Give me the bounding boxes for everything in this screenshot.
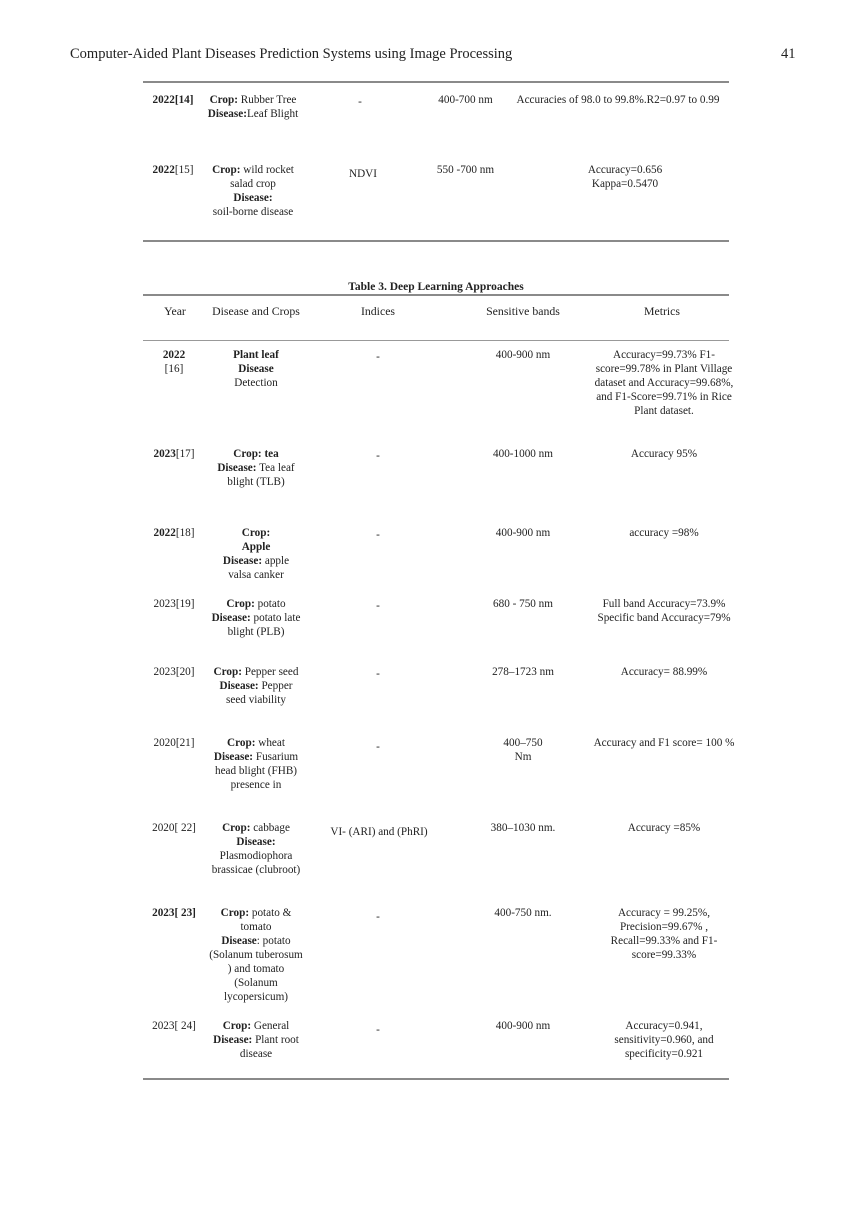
year-cell: 2023[19] — [153, 598, 195, 610]
bands-cell: 400-900 nm — [495, 1020, 551, 1032]
year-cell: 2023[ 24] — [152, 1020, 196, 1032]
running-title: Computer-Aided Plant Diseases Prediction Systems using Image Processing — [70, 46, 513, 62]
metrics-cell: accuracy =98% — [629, 527, 699, 539]
crop-disease-cell: Plant leaf Disease Detection — [233, 349, 279, 389]
bands-cell: 400-700 nm — [438, 94, 493, 106]
bands-cell: 400-900 nm — [495, 527, 551, 539]
metrics-cell: Accuracy=0.656 Kappa=0.5470 — [587, 164, 663, 190]
table-top-rule — [143, 81, 729, 83]
header-rule — [143, 340, 729, 341]
crop-disease-cell: Crop: Pepper seed Disease: Pepper seed viability — [213, 666, 299, 706]
page-number: 41 — [781, 46, 796, 62]
year-cell: 2023[20] — [153, 666, 195, 678]
indices-cell: - — [376, 668, 380, 680]
metrics-cell: Accuracy =85% — [627, 822, 701, 834]
crop-disease-cell: Crop: Rubber Tree Disease:Leaf Blight — [207, 94, 299, 120]
indices-cell: NDVI — [349, 168, 377, 180]
crop-disease-cell: Crop: cabbage Disease: Plasmodiophora brassicae (clubroot) — [211, 822, 301, 876]
year-cell: 2020[ 22] — [152, 822, 196, 834]
metrics-cell: Accuracy=0.941, sensitivity=0.960, and specificity=0.921 — [614, 1020, 714, 1060]
metrics-cell: Accuracy 95% — [630, 448, 698, 460]
crop-disease-cell: Crop: Apple Disease: apple valsa canker — [222, 527, 290, 581]
column-header-bands: Sensitive bands — [486, 304, 560, 318]
crop-disease-cell: Crop: potato Disease: potato late blight (PLB) — [211, 598, 301, 638]
year-cell: 2020[21] — [153, 737, 195, 749]
table-top-rule — [143, 294, 729, 296]
table-bottom-rule — [143, 1078, 729, 1080]
column-header-metrics: Metrics — [643, 304, 681, 318]
year-cell: 2023[17] — [153, 448, 195, 460]
bands-cell: 400–750 Nm — [503, 737, 543, 763]
metrics-cell: Accuracies of 98.0 to 99.8%.R2=0.97 to 0.99 — [516, 94, 720, 106]
indices-cell: - — [358, 96, 362, 108]
year-cell: 2022[14] — [152, 94, 194, 106]
metrics-cell: Accuracy= 88.99% — [620, 666, 708, 678]
indices-cell: - — [376, 741, 380, 753]
year-cell: 2022[18] — [153, 527, 195, 539]
crop-disease-cell: Crop: wild rocket salad crop Disease: soil-borne disease — [212, 164, 294, 218]
column-header-disease: Disease and Crops — [212, 304, 300, 318]
crop-disease-cell: Crop: General Disease: Plant root disease — [213, 1020, 299, 1060]
indices-cell: VI- (ARI) and (PhRI) — [330, 826, 428, 838]
table-bottom-rule — [143, 240, 729, 242]
indices-cell: - — [376, 351, 380, 363]
year-cell: 2022 [16] — [162, 349, 186, 375]
indices-cell: - — [376, 529, 380, 541]
indices-cell: - — [376, 1024, 380, 1036]
bands-cell: 380–1030 nm. — [490, 822, 556, 834]
bands-cell: 550 -700 nm — [436, 164, 495, 176]
crop-disease-cell: Crop: tea Disease: Tea leaf blight (TLB) — [217, 448, 295, 488]
column-header-year: Year — [164, 304, 186, 318]
column-header-indices: Indices — [360, 304, 396, 318]
bands-cell: 680 - 750 nm — [493, 598, 553, 610]
indices-cell: - — [376, 600, 380, 612]
table-caption: Table 3. Deep Learning Approaches — [348, 281, 524, 293]
indices-cell: - — [376, 450, 380, 462]
crop-disease-cell: Crop: wheat Disease: Fusarium head blight (FHB) presence in — [213, 737, 299, 791]
metrics-cell: Full band Accuracy=73.9% Specific band Accuracy=79% — [597, 598, 731, 624]
bands-cell: 278–1723 nm — [492, 666, 554, 678]
metrics-cell: Accuracy=99.73% F1-score=99.78% in Plant Village dataset and Accuracy=99.68%, and F1-Score=99.71% in Rice Plant dataset. — [594, 349, 734, 417]
bands-cell: 400-1000 nm — [493, 448, 553, 460]
metrics-cell: Accuracy = 99.25%, Precision=99.67% , Recall=99.33% and F1-score=99.33% — [610, 907, 718, 961]
year-cell: 2023[ 23] — [152, 907, 196, 919]
year-cell: 2022[15] — [152, 164, 194, 176]
metrics-cell: Accuracy and F1 score= 100 % — [593, 737, 735, 749]
bands-cell: 400-900 nm — [495, 349, 551, 361]
indices-cell: - — [376, 911, 380, 923]
bands-cell: 400-750 nm. — [494, 907, 552, 919]
crop-disease-cell: Crop: potato & tomato Disease: potato (Solanum tuberosum ) and tomato (Solanum lycopersicum) — [209, 907, 303, 1003]
